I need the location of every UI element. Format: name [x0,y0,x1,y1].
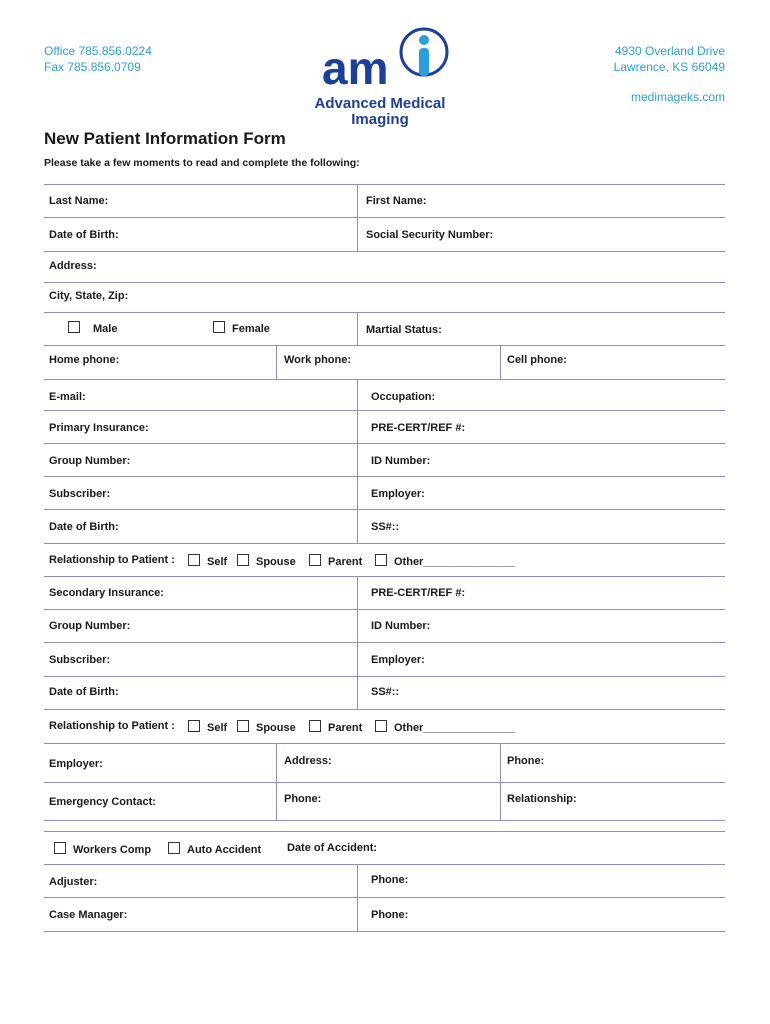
primary-subscriber-label: Subscriber: [49,488,111,500]
fax-number: Fax 785.856.0709 [44,60,141,74]
secondary-insurance-field[interactable] [44,577,357,609]
email-field[interactable] [44,380,357,410]
ssn-label: Social Security Number: [366,229,494,241]
case-manager-phone-field[interactable] [357,898,725,931]
occupation-field[interactable] [357,380,725,410]
home-phone-label: Home phone: [49,354,120,366]
checkbox-icon [309,720,321,732]
ssn-field[interactable] [357,218,725,251]
secondary-ss-label: SS#:: [371,686,400,698]
female-checkbox-icon [213,321,225,333]
row-adjuster [44,865,725,898]
row-primary-insurance [44,411,725,444]
cell-phone-label: Cell phone: [507,354,567,366]
primary-relationship-label: Relationship to Patient : [49,554,175,566]
secondary-dob-field[interactable] [44,677,357,709]
secondary-self-checkbox[interactable]: Self [188,720,227,734]
secondary-employer-label: Employer: [371,654,425,666]
checkbox-icon [54,842,66,854]
primary-other-checkbox[interactable]: Other_______________ [375,554,515,568]
row-secondary-relationship [44,710,725,744]
primary-id-number-label: ID Number: [371,455,431,467]
occupation-label: Occupation: [371,391,436,403]
adjuster-label: Adjuster: [49,876,98,888]
secondary-relationship-label: Relationship to Patient : [49,720,175,732]
female-checkbox[interactable]: Female [213,321,270,335]
row-employer-contact [44,744,725,783]
adjuster-field[interactable] [44,865,357,897]
primary-dob-label: Date of Birth: [49,521,119,533]
email-label: E-mail: [49,391,86,403]
auto-accident-checkbox[interactable]: Auto Accident [168,842,261,856]
secondary-precert-field[interactable] [357,577,725,609]
checkbox-icon [237,554,249,566]
last-name-field[interactable] [44,185,357,217]
office-phone: Office 785.856.0224 [44,44,152,58]
primary-subscriber-field[interactable] [44,477,357,509]
date-of-accident-label: Date of Accident: [287,842,378,854]
secondary-insurance-label: Secondary Insurance: [49,587,164,599]
last-name-label: Last Name: [49,195,109,207]
row-emergency [44,783,725,821]
primary-spouse-checkbox[interactable]: Spouse [237,554,296,568]
logo-wordmark: Advanced Medical Imaging [314,95,446,128]
employer-address-label: Address: [284,755,332,767]
first-name-label: First Name: [366,195,427,207]
contact-left [44,43,152,75]
row-primary-group [44,444,725,477]
primary-precert-label: PRE-CERT/REF #: [371,422,466,434]
secondary-other-checkbox[interactable]: Other_______________ [375,720,515,734]
emergency-relationship-field[interactable] [500,783,725,820]
secondary-precert-label: PRE-CERT/REF #: [371,587,466,599]
work-phone-label: Work phone: [284,354,352,366]
home-phone-field[interactable] [44,346,276,379]
row-case-manager [44,898,725,932]
primary-employer-label: Employer: [371,488,425,500]
address-label: Address: [49,260,97,272]
secondary-group-number-label: Group Number: [49,620,131,632]
primary-insurance-label: Primary Insurance: [49,422,149,434]
city-state-zip-label: City, State, Zip: [49,290,129,302]
employer-label: Employer: [49,758,103,770]
checkbox-icon [375,554,387,566]
secondary-ss-field[interactable] [357,677,725,709]
form-instructions: Please take a few moments to read and complete the following: [44,157,360,169]
dob-label: Date of Birth: [49,229,119,241]
primary-ss-field[interactable] [357,510,725,543]
row-secondary-dob [44,677,725,710]
checkbox-icon [375,720,387,732]
workers-comp-checkbox[interactable]: Workers Comp [54,842,151,856]
secondary-id-number-label: ID Number: [371,620,431,632]
male-checkbox-icon [68,321,80,333]
secondary-employer-field[interactable] [357,643,725,676]
work-phone-field[interactable] [276,346,500,379]
primary-parent-checkbox[interactable]: Parent [309,554,362,568]
case-manager-label: Case Manager: [49,909,128,921]
case-manager-phone-label: Phone: [371,909,409,921]
row-primary-dob [44,510,725,544]
contact-right [614,43,725,105]
row-email [44,380,725,411]
primary-ss-label: SS#:: [371,521,400,533]
secondary-dob-label: Date of Birth: [49,686,119,698]
adjuster-phone-label: Phone: [371,874,409,886]
secondary-subscriber-label: Subscriber: [49,654,111,666]
emergency-contact-label: Emergency Contact: [49,796,156,808]
secondary-group-number-field[interactable] [44,610,357,642]
city-state-zip-address: Lawrence, KS 66049 [613,60,725,74]
row-secondary-group [44,610,725,643]
emergency-relationship-label: Relationship: [507,793,577,805]
row-accident [44,831,725,865]
primary-group-number-label: Group Number: [49,455,131,467]
secondary-subscriber-field[interactable] [44,643,357,676]
row-gender [44,313,725,346]
checkbox-icon [309,554,321,566]
secondary-id-number-field[interactable] [357,610,725,642]
male-checkbox[interactable]: Male [68,321,117,335]
primary-precert-field[interactable] [357,411,725,443]
svg-text:am: am [322,42,389,94]
checkbox-icon [168,842,180,854]
primary-insurance-field[interactable] [44,411,357,443]
primary-employer-field[interactable] [357,477,725,509]
row-dob [44,218,725,252]
emergency-contact-field[interactable] [44,783,276,820]
primary-group-number-field[interactable] [44,444,357,476]
row-primary-subscriber [44,477,725,510]
checkbox-icon [188,554,200,566]
street-address: 4930 Overland Drive [614,44,725,58]
employer-phone-field[interactable] [500,744,725,782]
adjuster-phone-field[interactable] [357,865,725,897]
employer-field[interactable] [44,744,276,782]
marital-status-field[interactable] [357,313,725,345]
employer-phone-label: Phone: [507,755,545,767]
city-state-zip-field[interactable] [44,283,725,313]
secondary-spouse-checkbox[interactable]: Spouse [237,720,296,734]
secondary-parent-checkbox[interactable]: Parent [309,720,362,734]
checkbox-icon [188,720,200,732]
first-name-field[interactable] [357,185,725,217]
address-field[interactable] [44,252,725,283]
row-secondary-insurance [44,577,725,610]
primary-id-number-field[interactable] [357,444,725,476]
case-manager-field[interactable] [44,898,357,931]
row-secondary-subscriber [44,643,725,677]
marital-status-label: Martial Status: [366,324,442,336]
emergency-phone-field[interactable] [276,783,500,820]
row-primary-relationship [44,544,725,577]
checkbox-icon [237,720,249,732]
dob-field[interactable] [44,218,357,251]
primary-dob-field[interactable] [44,510,357,543]
emergency-phone-label: Phone: [284,793,322,805]
website-link[interactable]: medimageks.com [630,90,725,104]
row-phones [44,346,725,380]
cell-phone-field[interactable] [500,346,725,379]
primary-self-checkbox[interactable]: Self [188,554,227,568]
row-name [44,184,725,218]
employer-address-field[interactable] [276,744,500,782]
form-title: New Patient Information Form [44,129,286,148]
